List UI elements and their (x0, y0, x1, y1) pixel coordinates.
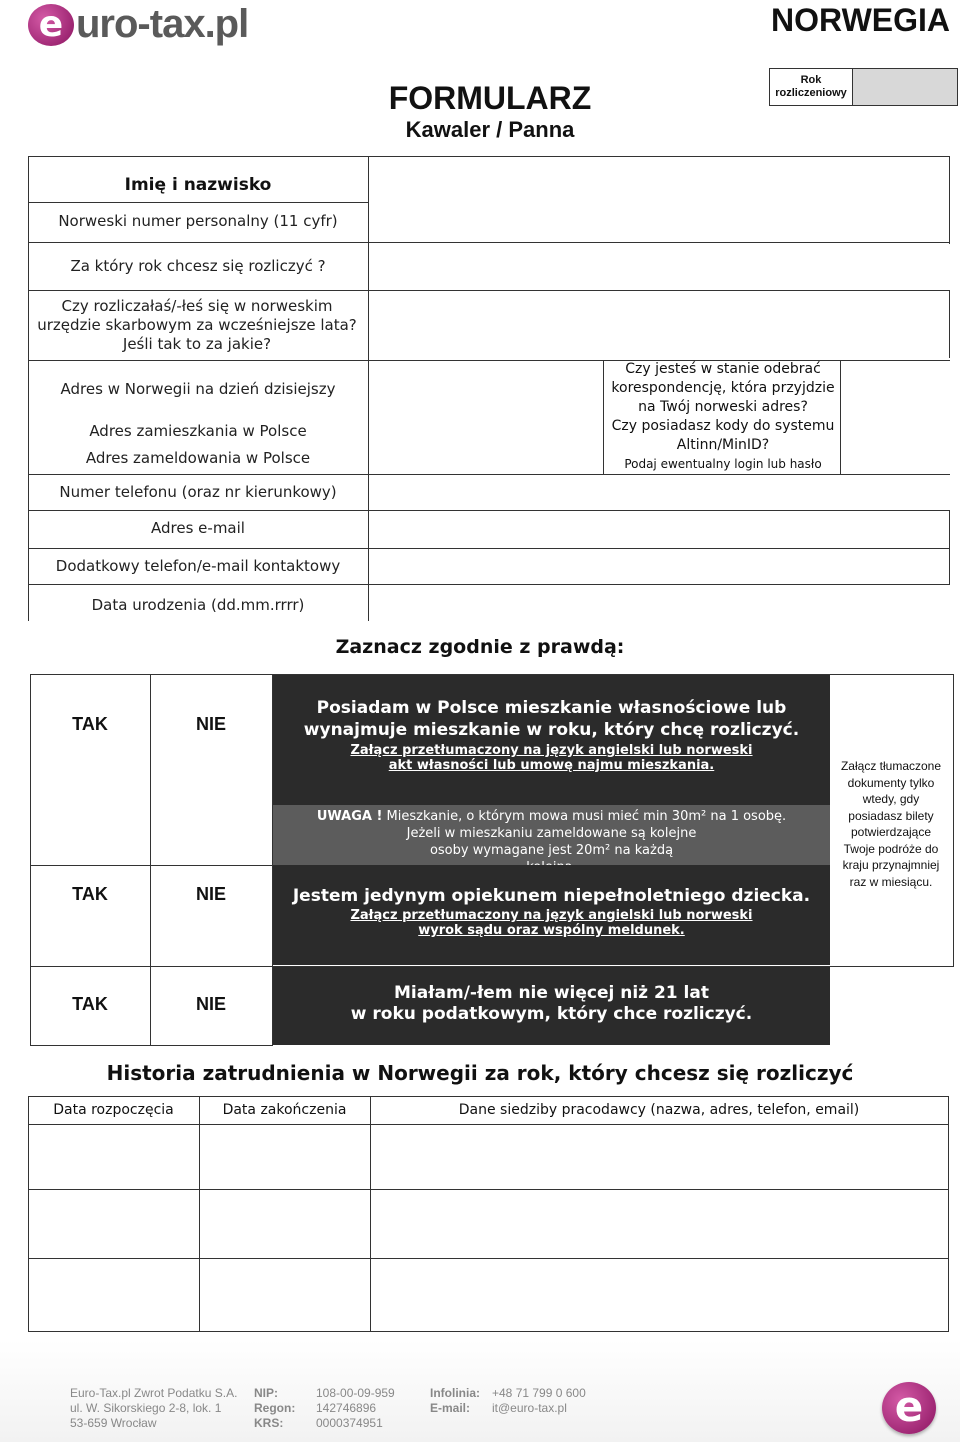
footer-logo-icon: e (882, 1382, 936, 1434)
employment-row[interactable] (30, 1191, 947, 1257)
birthdate-label: Data urodzenia (dd.mm.rrrr) (91, 596, 305, 614)
col-employer: Dane siedziby pracodawcy (nazwa, adres, telefon, email) (458, 1102, 860, 1118)
footer-contact-values: +48 71 799 0 600 it@euro-tax.pl (492, 1386, 586, 1415)
footer-ids-values: 108-00-09-959 142746896 0000374951 (316, 1386, 395, 1430)
q2-panel (273, 865, 830, 965)
q3-panel (273, 967, 830, 1045)
name-input[interactable] (370, 158, 948, 242)
footer-contact-labels: Infolinia: E-mail: (430, 1386, 480, 1415)
extra-contact-label: Dodatkowy telefon/e-mail kontaktowy (55, 557, 341, 575)
form-subtitle: Kawaler / Panna (405, 117, 575, 142)
which-year-label: Za który rok chcesz się rozliczyć ? (70, 257, 326, 275)
warning-line1: Mieszkanie, o którym mowa musi mieć min 30m² na 1 osobę. (386, 809, 787, 824)
q1-statement: Posiadam w Polsce mieszkanie własnościowe lub wynajmuje mieszkanie w roku, który chcę rozliczyć. (303, 698, 800, 740)
email-input[interactable] (370, 512, 948, 546)
truth-section-title: Zaznacz zgodnie z prawdą: (335, 636, 625, 658)
address-input[interactable] (370, 362, 602, 474)
q2-statement: Jestem jedynym opiekunem niepełnoletniego dziecka. (292, 886, 811, 906)
col-end-date: Data zakończenia (222, 1102, 347, 1118)
q1-no-option[interactable]: NIE (195, 713, 226, 734)
employment-section-title: Historia zatrudnienia w Norwegii za rok, który chcesz się rozliczyć (106, 1061, 854, 1085)
form-title: FORMULARZ (388, 80, 592, 116)
q2-attach-line2: wyrok sądu oraz wspólny meldunek. (418, 923, 685, 938)
address-registered-label: Adres zameldowania w Polsce (85, 449, 311, 467)
q2-yes-option[interactable]: TAK (72, 883, 108, 904)
q1-panel (273, 675, 830, 805)
q2-no-option[interactable]: NIE (195, 883, 226, 904)
col-start-date: Data rozpoczęcia (53, 1102, 174, 1118)
footer-company: Euro-Tax.pl Zwrot Podatku S.A. ul. W. Sikorskiego 2-8, lok. 1 53-659 Wrocław (70, 1386, 238, 1430)
phone-input[interactable] (370, 476, 948, 510)
correspondence-input[interactable] (843, 362, 948, 474)
address-norway-label: Adres w Norwegii na dzień dzisiejszy (60, 380, 336, 398)
logo-text: uro-tax.pl (76, 2, 249, 46)
which-year-input[interactable] (370, 244, 948, 288)
side-note: Załącz tłumaczone dokumenty tylko wtedy, gdy posiadasz bilety potwierdzające Twoje podróże do kraju przynajmniej raz w miesiącu. (840, 759, 942, 889)
q3-line1: Miałam/-łem nie więcej niż 21 lat (394, 983, 709, 1003)
q3-yes-option[interactable]: TAK (72, 993, 108, 1014)
phone-label: Numer telefonu (oraz nr kierunkowy) (59, 483, 337, 501)
name-label: Imię i nazwisko (124, 175, 272, 195)
email-label: Adres e-mail (151, 519, 245, 537)
employment-row[interactable] (30, 1260, 947, 1330)
q1-attach-line1: Załącz przetłumaczony na język angielski lub norweski (350, 743, 753, 758)
warning-panel (273, 805, 830, 865)
country-title: NORWEGIA (771, 2, 950, 38)
previous-years-label: Czy rozliczałaś/-łeś się w norweskim urzędzie skarbowym za wcześniejsze lata? Jeśli tak to za jakie? (37, 296, 357, 353)
year-input[interactable] (852, 68, 958, 106)
q3-line2: w roku podatkowym, który chce rozliczyć. (350, 1004, 753, 1024)
q1-attach-line2: akt własności lub umowę najmu mieszkania. (388, 758, 715, 773)
year-label: Rok rozliczeniowy (769, 68, 853, 106)
logo-mark: e (28, 4, 74, 46)
login-question: Podaj ewentualny login lub hasło (624, 457, 822, 471)
correspondence-question: Czy jesteś w stanie odebrać korespondencję, która przyjdzie na Twój norweski adres? (611, 361, 835, 415)
altinn-question: Czy posiadasz kody do systemu Altinn/MinID? (611, 418, 835, 453)
warning-label: UWAGA ! (316, 809, 383, 824)
address-poland-label: Adres zamieszkania w Polsce (89, 422, 307, 440)
footer-ids-labels: NIP: Regon: KRS: (254, 1386, 296, 1430)
employment-row[interactable] (30, 1126, 947, 1188)
previous-years-input[interactable] (370, 292, 948, 358)
q3-no-option[interactable]: NIE (195, 993, 226, 1014)
q2-attach-line1: Załącz przetłumaczony na język angielski lub norweski (350, 908, 753, 923)
birthdate-input[interactable] (370, 586, 948, 620)
warning-line2: Jeżeli w mieszkaniu zameldowane są kolejne osoby wymagane jest 20m² na każdą (406, 826, 697, 858)
q1-yes-option[interactable]: TAK (72, 713, 108, 734)
personal-number-label: Norweski numer personalny (11 cyfr) (58, 212, 338, 230)
correspondence-box (604, 360, 842, 474)
extra-contact-input[interactable] (370, 550, 948, 584)
